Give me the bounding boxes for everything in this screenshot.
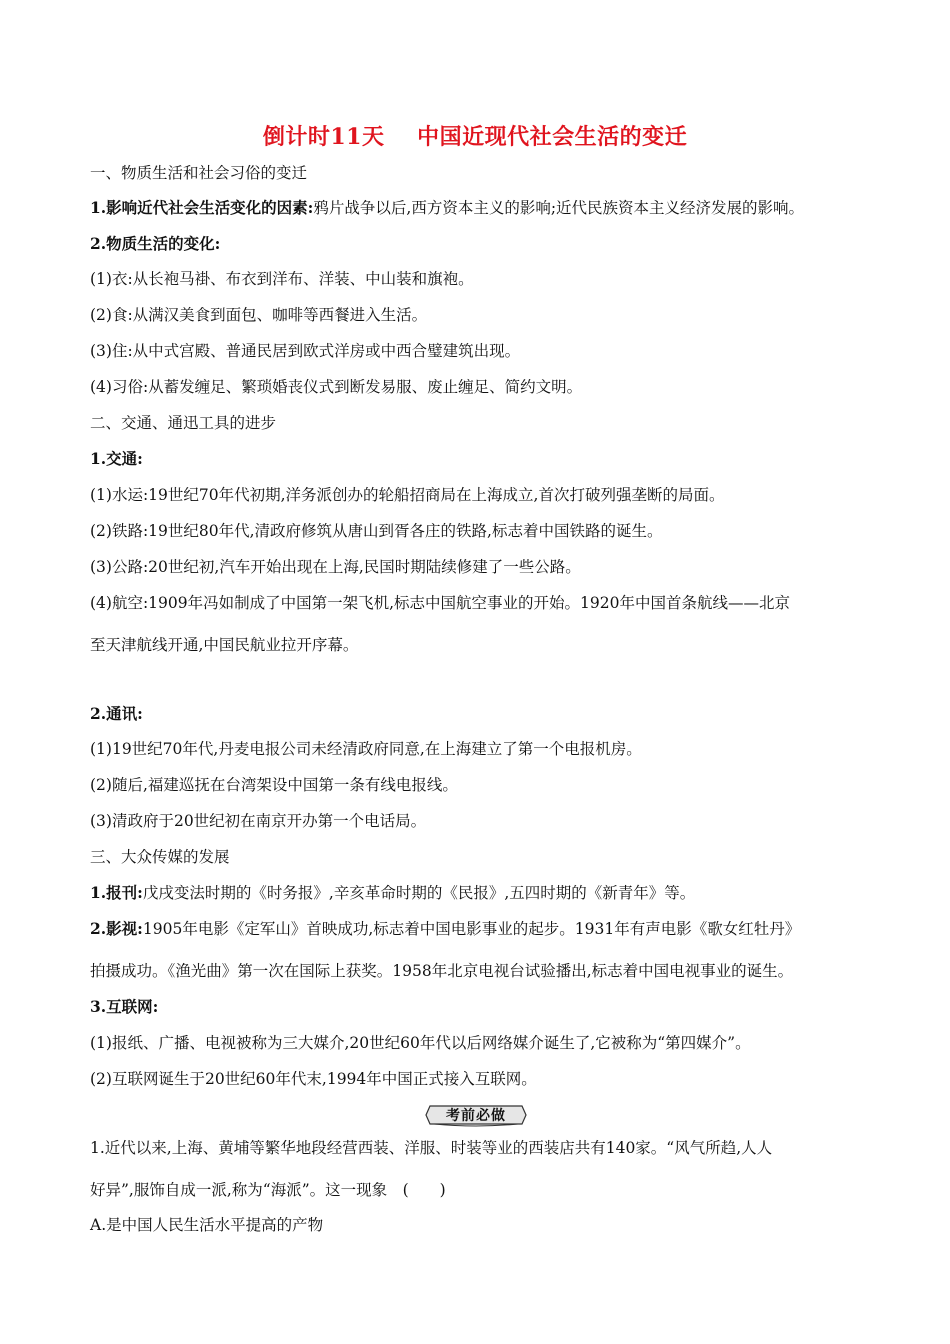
- subheading-transport: 1.交通:: [90, 449, 143, 468]
- list-item: (3)住:从中式宫殿、普通民居到欧式洋房或中西合璧建筑出现。: [90, 342, 521, 360]
- paragraph-label: 1.报刊:: [90, 883, 143, 902]
- list-item: (1)报纸、广播、电视被称为三大媒介,20世纪60年代以后网络媒介诞生了,它被称为“第四媒介”。: [90, 1034, 751, 1052]
- subheading-communication: 2.通讯:: [90, 704, 143, 723]
- question-text: 1.近代以来,上海、黄埔等繁华地段经营西装、洋服、时装等业的西装店共有140家。“风气所趋,人人: [90, 1139, 773, 1157]
- paragraph-label: 2.影视:: [90, 919, 143, 938]
- subheading-internet: 3.互联网:: [90, 997, 159, 1016]
- list-item: (3)公路:20世纪初,汽车开始出现在上海,民国时期陆续修建了一些公路。: [90, 558, 581, 576]
- paragraph-press: [90, 882, 880, 904]
- paragraph-film-continued: 拍摄成功。《渔光曲》第一次在国际上获奖。1958年北京电视台试验播出,标志着中国电视事业的诞生。: [90, 962, 794, 980]
- list-item: (4)习俗:从蓄发缠足、繁琐婚丧仪式到断发易服、废止缠足、简约文明。: [90, 378, 583, 396]
- paragraph-text: 戊戌变法时期的《时务报》,辛亥革命时期的《民报》,五四时期的《新青年》等。: [142, 884, 696, 902]
- paragraph-text: 1905年电影《定军山》首映成功,标志着中国电影事业的起步。1931年有声电影《歌女红牡丹》: [142, 920, 801, 938]
- list-item: (2)互联网诞生于20世纪60年代末,1994年中国正式接入互联网。: [90, 1070, 537, 1088]
- exam-practice-badge: [424, 1103, 528, 1127]
- section-heading-3: 三、大众传媒的发展: [90, 848, 230, 866]
- list-item: (1)水运:19世纪70年代初期,洋务派创办的轮船招商局在上海成立,首次打破列强垄断的局面。: [90, 486, 725, 504]
- list-item-continued: 至天津航线开通,中国民航业拉开序幕。: [90, 636, 359, 654]
- answer-option-a: A.是中国人民生活水平提高的产物: [90, 1216, 324, 1234]
- paragraph-factors: [90, 197, 880, 219]
- question-text-continued: 好异”,服饰自成一派,称为“海派”。这一现象 ( ): [90, 1181, 446, 1199]
- subheading-material-life: 2.物质生活的变化:: [90, 234, 221, 253]
- paragraph-label: 1.影响近代社会生活变化的因素:: [90, 198, 314, 217]
- list-item: (2)食:从满汉美食到面包、咖啡等西餐进入生活。: [90, 306, 428, 324]
- section-heading-2: 二、交通、通迅工具的进步: [90, 414, 277, 432]
- section-heading-1: 一、物质生活和社会习俗的变迁: [90, 164, 308, 182]
- paragraph-film: [90, 918, 880, 940]
- page-title: 倒计时11天 中国近现代社会生活的变迁: [262, 124, 688, 150]
- badge-label: 考前必做: [446, 1108, 506, 1124]
- list-item: (4)航空:1909年冯如制成了中国第一架飞机,标志中国航空事业的开始。1920年中国首条航线——北京: [90, 594, 791, 612]
- list-item: (1)19世纪70年代,丹麦电报公司未经清政府同意,在上海建立了第一个电报机房。: [90, 740, 642, 758]
- paragraph-text: 鸦片战争以后,西方资本主义的影响;近代民族资本主义经济发展的影响。: [313, 199, 805, 217]
- list-item: (1)衣:从长袍马褂、布衣到洋布、洋装、中山装和旗袍。: [90, 270, 474, 288]
- list-item: (3)清政府于20世纪初在南京开办第一个电话局。: [90, 812, 427, 830]
- list-item: (2)随后,福建巡抚在台湾架设中国第一条有线电报线。: [90, 776, 458, 794]
- list-item: (2)铁路:19世纪80年代,清政府修筑从唐山到胥各庄的铁路,标志着中国铁路的诞生。: [90, 522, 663, 540]
